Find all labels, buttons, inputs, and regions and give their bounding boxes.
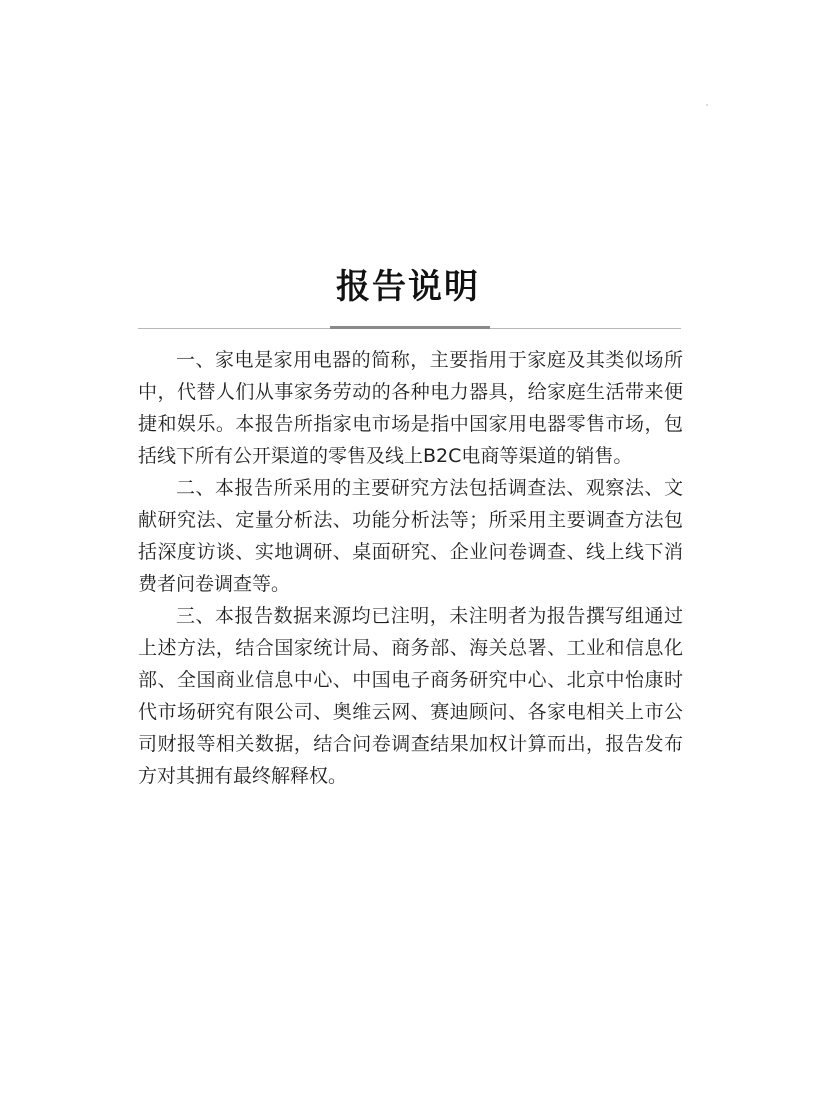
paragraph-1: 一、家电是家用电器的简称，主要指用于家庭及其类似场所中，代替人们从事家务劳动的各种电力器具，给家庭生活带来便捷和娱乐。本报告所指家电市场是指中国家用电器零售市场，包括线下所有公开渠道的零售及线上B2C电商等渠道的销售。 bbox=[138, 349, 683, 467]
paragraph-3: 三、本报告数据来源均已注明，未注明者为报告撰写组通过上述方法，结合国家统计局、商务部、海关总署、工业和信息化部、全国商业信息中心、中国电子商务研究中心、北京中怡康时代市场研究有限公司、奥维云网、赛迪顾问、各家电相关上市公司财报等相关数据，结合问卷调查结果加权计算而出，报告发布方对其拥有最终解释权。 bbox=[138, 605, 683, 787]
report-body bbox=[138, 344, 683, 792]
title-divider-accent bbox=[330, 326, 490, 329]
page-title: 报告说明 bbox=[336, 267, 480, 307]
corner-mark bbox=[706, 104, 708, 106]
paragraph-2: 二、本报告所采用的主要研究方法包括调查法、观察法、文献研究法、定量分析法、功能分析法等；所采用主要调查方法包括深度访谈、实地调研、桌面研究、企业问卷调查、线上线下消费者问卷调查等。 bbox=[138, 477, 683, 595]
